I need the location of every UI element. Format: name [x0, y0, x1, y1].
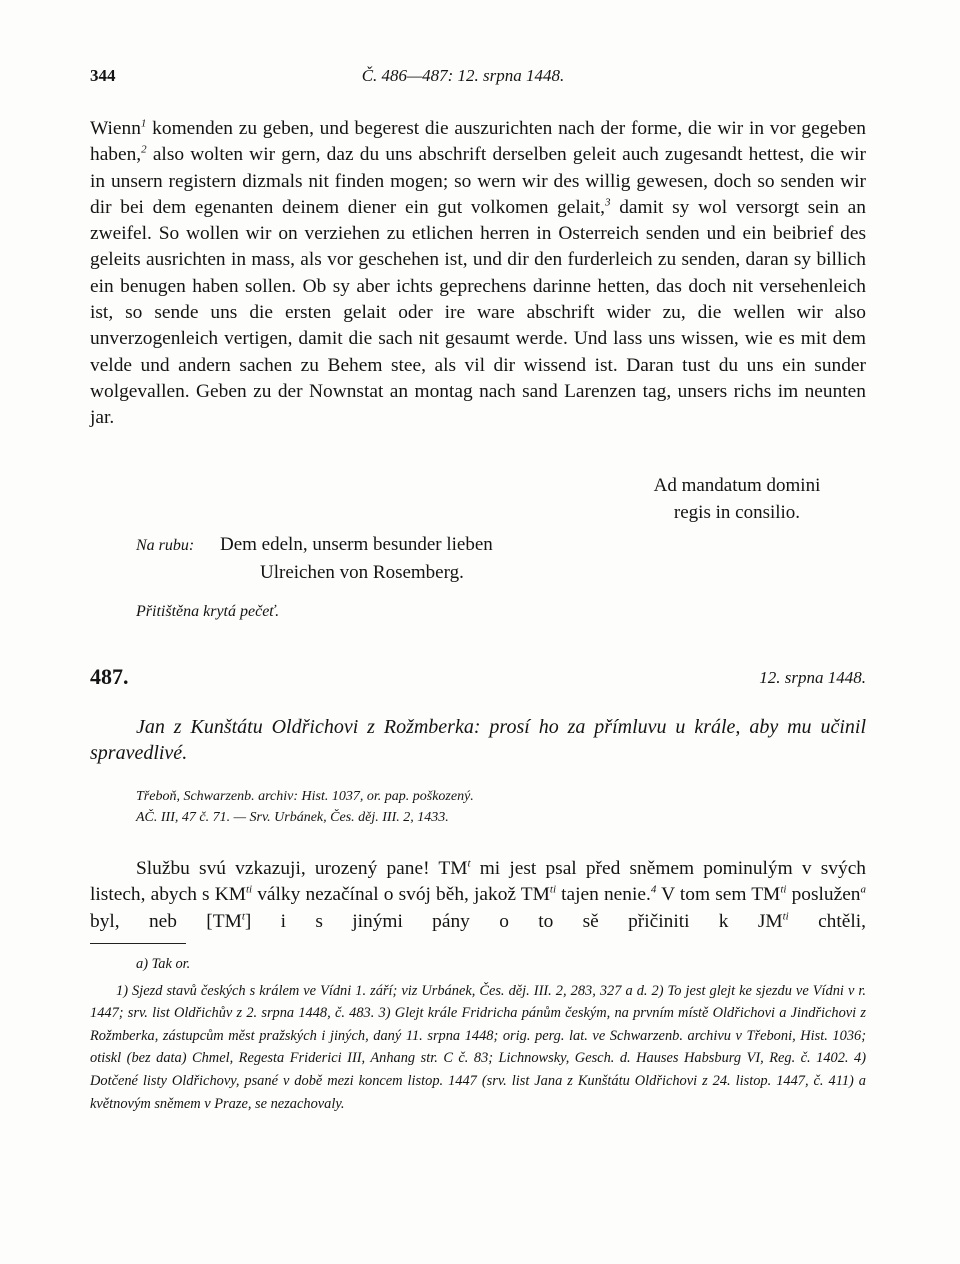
running-title: Č. 486—487: 12. srpna 1448. [361, 66, 565, 85]
running-head [90, 66, 866, 90]
text-run: války nezačínal o svój běh, jakož TM [252, 884, 550, 906]
document-header [90, 664, 866, 694]
closing-line: regis in consilio. [673, 502, 801, 523]
superscript: ti [780, 883, 787, 896]
address-block [136, 531, 656, 586]
text-run: byl, neb [TM [90, 910, 242, 932]
footnote-ref: 3 [605, 196, 611, 209]
text-run: Službu svú vzkazuji, urozený pane! TM [136, 858, 468, 879]
text-run: V tom sem TM [656, 884, 781, 906]
closing-line: Ad mandatum domini [653, 475, 821, 496]
footnote-ref: 4 [650, 883, 657, 896]
seal-note: Přitištěna krytá pečeť. [136, 603, 280, 620]
footnote-divider [90, 943, 186, 944]
paragraph [90, 856, 866, 935]
text-run: mi jest psal před sněmem pominulým v svých listech, abych s KM [90, 858, 866, 906]
regest: Jan z Kunštátu Oldřichovi z Rožmberka: prosí ho za přímluvu u krále, aby mu učinil spravedlivé. [90, 716, 866, 764]
text-run: damit sy wol versorgt sein an zweifel. So wollen wir on verziehen zu etlichen herren in Osterreich senden und ein beibrief des geleits ausrichten in mass, als vor geschehen ist, und dir den furderleich zu senden, daran sy billich ein benugen haben sollen. Ob sy aber ichts geprechens darinne hetten, das doch nit versehenleich ist, so sende uns die ersten gelait oder ire ware abschrift wider zu, die wellen wir also unverzogenleich vertigen, damit die sach nit gesaumt werde. Und lass uns wissen, wie es mit dem velde und andern sachen zu Behem stee, als vil dir wissend ist. Daran tust du uns ein sunder wolgevallen. Geben zu der Nownstat an montag nach sand Larenzen tag, unsers richs im neunten jar. [90, 196, 866, 429]
page-number: 344 [90, 66, 116, 85]
letter-487-text [90, 856, 866, 935]
closing-formula [632, 472, 842, 526]
source-note [136, 786, 866, 828]
text-run: also wolten wir gern, daz du uns abschrift derselben geleit auch zugesandt hettest, die wir in unsern registern dizmals nit finden mogen; so wern wir des willig gewesen, doch so senden wir dir bei dem egenanten deinem diener ein gut volkomen gelait, [90, 144, 866, 218]
paragraph [90, 116, 866, 432]
address-line: Ulreichen von Rosemberg. [260, 562, 464, 583]
footnote-ref: 1 [140, 117, 147, 130]
text-run: poslužen [786, 884, 861, 906]
document-date: 12. srpna 1448. [759, 668, 866, 687]
source-line: Třeboň, Schwarzenb. archiv: Hist. 1037, or. pap. poškozený. [136, 789, 474, 804]
text-run: komenden zu geben, und begerest die auszurichten nach der forme, die wir in vor gegeben haben, [90, 118, 866, 166]
footnote-ref: a [860, 883, 866, 896]
footnote-a: a) Tak or. [136, 956, 191, 972]
source-line: AČ. III, 47 č. 71. — Srv. Urbánek, Čes. děj. III. 2, 1433. [136, 810, 449, 825]
superscript: t [467, 857, 471, 870]
letter-486-text [90, 116, 866, 432]
superscript: ti [245, 883, 253, 896]
text-run: tajen nenie. [556, 884, 651, 906]
superscript: t [241, 910, 245, 923]
superscript: ti [782, 910, 789, 923]
text-run: chtěli, [788, 910, 866, 932]
text-run: ] i s jinými pány o to sě přičiniti k JM [244, 910, 783, 932]
footnote-ref: 2 [141, 143, 147, 156]
address-line: Dem edeln, unserm besunder lieben [220, 534, 493, 555]
address-label: Na rubu: [136, 537, 195, 554]
document-number: 487. [90, 664, 129, 689]
footnotes [90, 953, 866, 1115]
text-run: Wienn [90, 118, 141, 139]
superscript: ti [549, 883, 557, 896]
footnote-list: 1) Sjezd stavů českých s králem ve Vídni 1. září; viz Urbánek, Čes. děj. III. 2, 283, 327 a d. 2) To jest glejt ke sjezdu ve Vídni v r. 1447; srv. list Oldřichův z 2. srpna 1448, č. 483. 3) Glejt krále Fridricha pánům českým, na prvním místě Oldřichovi a Jindřichovi z Rožmberka, zástupcům měst pražských i jiných, daný 11. srpna 1448; orig. perg. lat. ve Schwarzenb. archivu v Třeboni, Hist. 1036; otiskl (bez data) Chmel, Regesta Friderici III, Anhang str. C č. 83; Lichnowsky, Gesch. d. Hauses Habsburg VI, Reg. č. 1402. 4) Dotčené listy Oldřichovy, psané v době mezi koncem listop. 1447 (srv. list Jana z Kunštátu Oldřichovi z 24. listop. 1447, č. 411) a květnovým sněmem v Praze, se nezachovaly. [90, 982, 866, 1112]
